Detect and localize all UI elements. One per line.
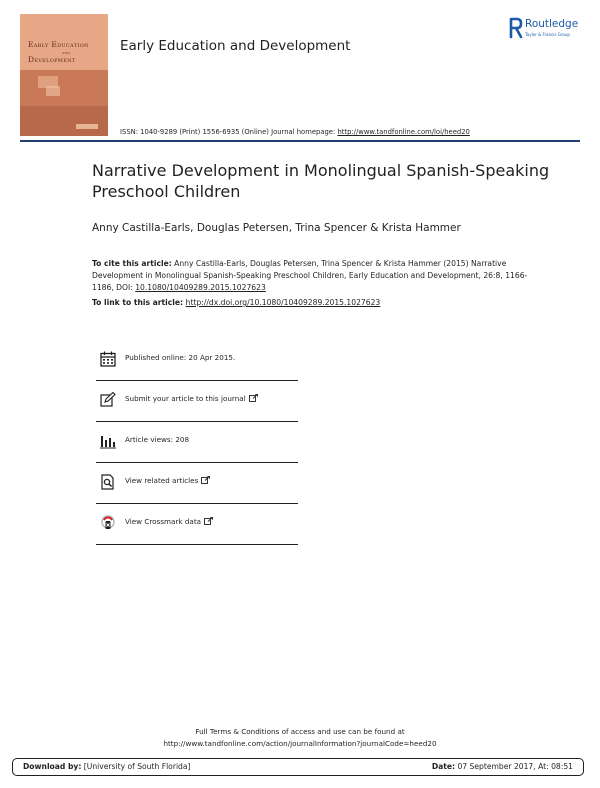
calendar-icon xyxy=(100,351,116,367)
cover-title: Early Education and Development xyxy=(28,40,89,64)
article-views-row xyxy=(96,423,298,463)
header-divider xyxy=(20,140,580,142)
row-divider xyxy=(96,421,298,423)
related-articles-row[interactable] xyxy=(96,464,298,504)
crossmark-link[interactable]: View Crossmark data xyxy=(125,517,202,526)
article-title: Narrative Development in Monolingual Spanish-Speaking Preschool Children xyxy=(92,161,550,201)
external-link-icon xyxy=(204,517,213,525)
download-info-bar xyxy=(12,758,584,776)
doi-link[interactable]: 10.1080/10409289.2015.1027623 xyxy=(135,283,266,292)
row-divider xyxy=(96,380,298,382)
document-search-icon xyxy=(100,474,116,490)
article-authors: Anny Castilla-Earls, Douglas Petersen, Trina Spencer & Krista Hammer xyxy=(92,222,461,234)
terms-notice: Full Terms & Conditions of access and use can be found at http://www.tandfonline.com/action/journalInformation?journalCode=heed20 xyxy=(0,726,600,750)
article-doi-url-link[interactable]: http://dx.doi.org/10.1080/10409289.2015.1027623 xyxy=(185,298,381,307)
journal-title: Early Education and Development xyxy=(120,38,351,54)
download-date: Date: 07 September 2017, At: 08:51 xyxy=(431,762,573,771)
crossmark-icon xyxy=(100,515,116,531)
citation-block: To cite this article: Anny Castilla-Earls, Douglas Petersen, Trina Spencer & Krista Hammer (2015) Narrative Development in Monolingual Spanish-Speaking Preschool Children, Early Education and Development, 26:8, 1166-1186, DOI: 10.1080/10409289.2015.1027623 xyxy=(92,259,528,292)
routledge-r-icon xyxy=(509,17,523,39)
crossmark-row[interactable] xyxy=(96,505,298,545)
journal-homepage-link[interactable]: http://www.tandfonline.com/loi/heed20 xyxy=(337,128,470,136)
publisher-name: Routledge xyxy=(525,18,579,30)
submit-article-row[interactable] xyxy=(96,382,298,422)
row-divider xyxy=(96,503,298,505)
bar-chart-icon xyxy=(100,433,116,449)
row-divider xyxy=(96,462,298,464)
routledge-logo xyxy=(509,16,591,42)
row-divider xyxy=(96,544,298,546)
submit-article-link[interactable]: Submit your article to this journal xyxy=(125,394,246,403)
journal-cover-image xyxy=(20,14,108,136)
issn-line: ISSN: 1040-9289 (Print) 1556-6935 (Online) Journal homepage: http://www.tandfonline.com/loi/heed20 xyxy=(120,128,470,136)
publisher-tagline: Taylor & Francis Group xyxy=(525,32,570,37)
edit-pencil-icon xyxy=(100,392,116,408)
downloaded-by: Download by: [University of South Florida] xyxy=(23,762,191,771)
terms-link[interactable]: http://www.tandfonline.com/action/journalInformation?journalCode=heed20 xyxy=(163,739,437,748)
related-articles-link[interactable]: View related articles xyxy=(125,476,199,485)
article-views-text: Article views: 208 xyxy=(125,435,190,444)
published-online-row xyxy=(96,341,298,381)
citation-label: To cite this article: xyxy=(92,259,172,268)
article-link-line: To link to this article: http://dx.doi.org/10.1080/10409289.2015.1027623 xyxy=(92,298,381,307)
external-link-icon xyxy=(249,394,258,402)
external-link-icon xyxy=(201,476,210,484)
published-date-text: Published online: 20 Apr 2015. xyxy=(125,353,236,362)
